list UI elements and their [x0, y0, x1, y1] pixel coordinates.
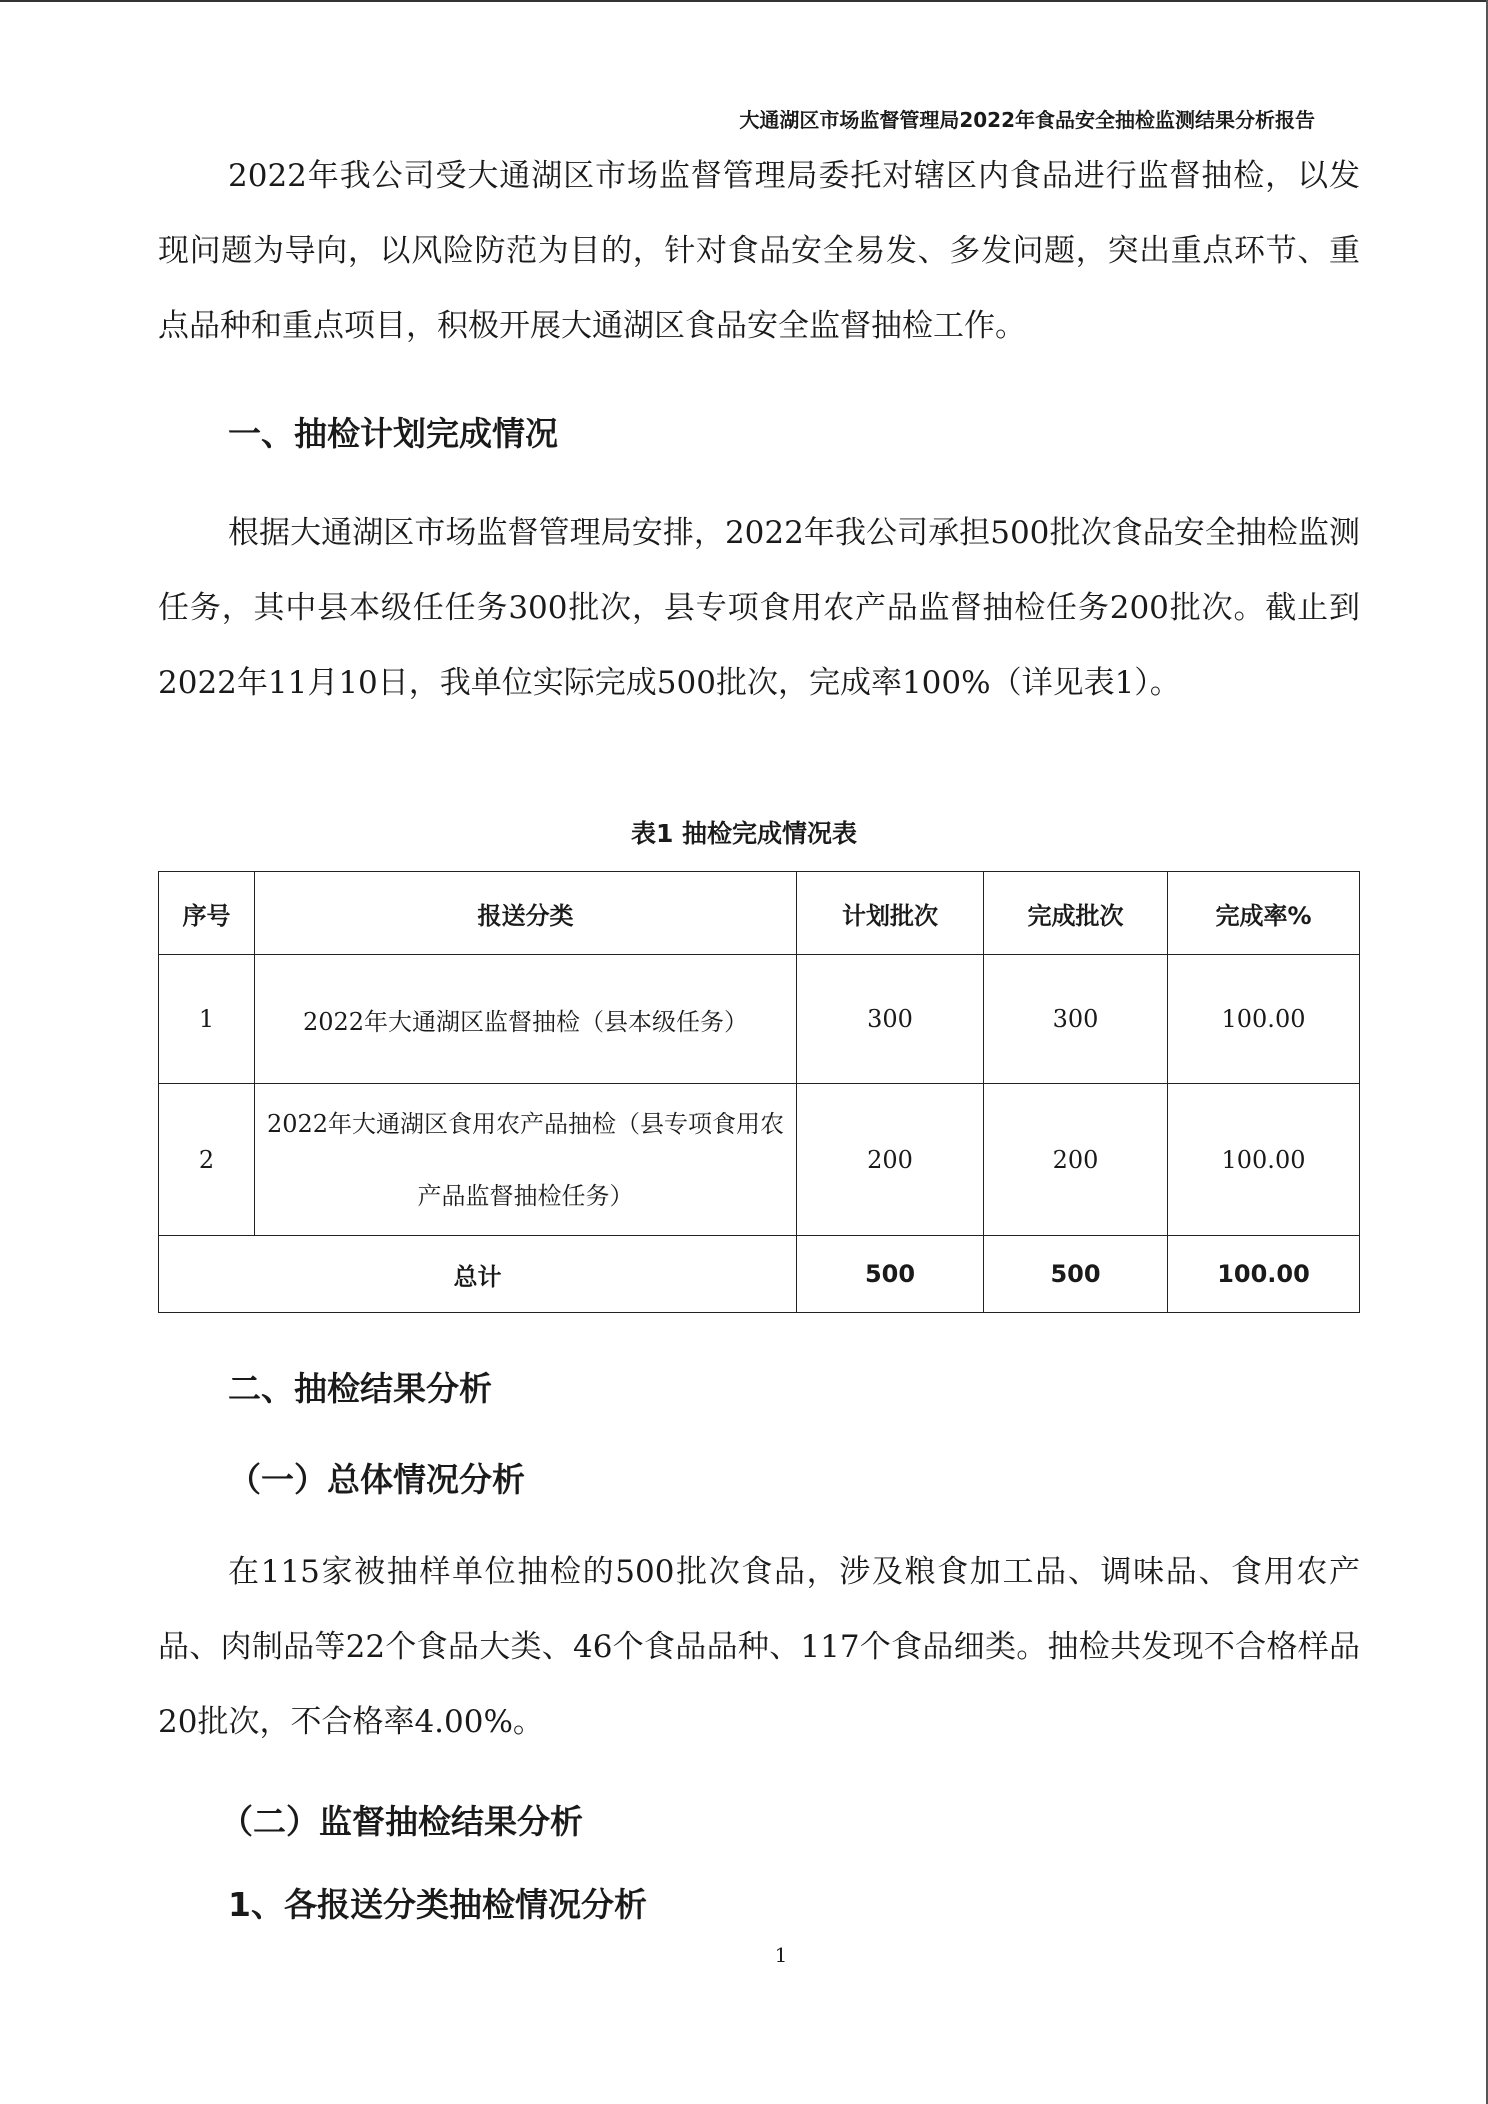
subsection1-paragraph: 在115家被抽样单位抽检的500批次食品，涉及粮食加工品、调味品、食用农产品、肉制品等22个食品大类、46个食品品种、117个食品细类。抽检共发现不合格样品20批次，不合格率4.00%。 — [158, 1554, 1360, 1740]
subsection1-heading: （一）总体情况分析 — [228, 1460, 525, 1499]
col-header-index: 序号 — [159, 872, 255, 955]
row-rate: 100.00 — [1168, 955, 1360, 1084]
col-header-rate: 完成率% — [1168, 872, 1360, 955]
col-header-completed: 完成批次 — [984, 872, 1168, 955]
row-completed: 300 — [984, 955, 1168, 1084]
page-border-top — [0, 0, 1488, 2]
total-rate: 100.00 — [1168, 1236, 1360, 1313]
total-label: 总计 — [159, 1236, 797, 1313]
table1-caption: 表1 抽检完成情况表 — [630, 819, 858, 848]
row-category-cell — [255, 1084, 797, 1236]
row-planned: 200 — [797, 1084, 984, 1236]
running-header: 大通湖区市场监督管理局2022年食品安全抽检监测结果分析报告 — [739, 108, 1315, 132]
row-rate: 100.00 — [1168, 1084, 1360, 1236]
table-row — [159, 1084, 1360, 1236]
total-completed: 500 — [984, 1236, 1168, 1313]
row-index: 2 — [159, 1084, 255, 1236]
row-category: 2022年大通湖区监督抽检（县本级任务） — [255, 955, 797, 1084]
table-total-row — [159, 1236, 1360, 1313]
section1-heading: 一、抽检计划完成情况 — [228, 414, 558, 453]
row-completed: 200 — [984, 1084, 1168, 1236]
completion-table — [158, 871, 1360, 1313]
page-number: 1 — [774, 1943, 788, 1967]
row-index: 1 — [159, 955, 255, 1084]
table-row — [159, 955, 1360, 1084]
item1-heading: 1、各报送分类抽检情况分析 — [228, 1885, 647, 1924]
subsection2-heading: （二）监督抽检结果分析 — [220, 1802, 583, 1841]
col-header-category: 报送分类 — [255, 872, 797, 955]
section2-heading: 二、抽检结果分析 — [228, 1369, 492, 1408]
table-header-row — [159, 872, 1360, 955]
intro-paragraph: 2022年我公司受大通湖区市场监督管理局委托对辖区内食品进行监督抽检，以发现问题为导向，以风险防范为目的，针对食品安全易发、多发问题，突出重点环节、重点品种和重点项目，积极开展大通湖区食品安全监督抽检工作。 — [158, 158, 1360, 344]
section1-paragraph: 根据大通湖区市场监督管理局安排，2022年我公司承担500批次食品安全抽检监测任务，其中县本级任任务300批次，县专项食用农产品监督抽检任务200批次。截止到2022年11月10日，我单位实际完成500批次，完成率100%（详见表1）。 — [158, 515, 1360, 701]
total-planned: 500 — [797, 1236, 984, 1313]
col-header-planned: 计划批次 — [797, 872, 984, 955]
row-planned: 300 — [797, 955, 984, 1084]
row-category: 2022年大通湖区食用农产品抽检（县专项食用农产品监督抽检任务） — [266, 1109, 785, 1210]
